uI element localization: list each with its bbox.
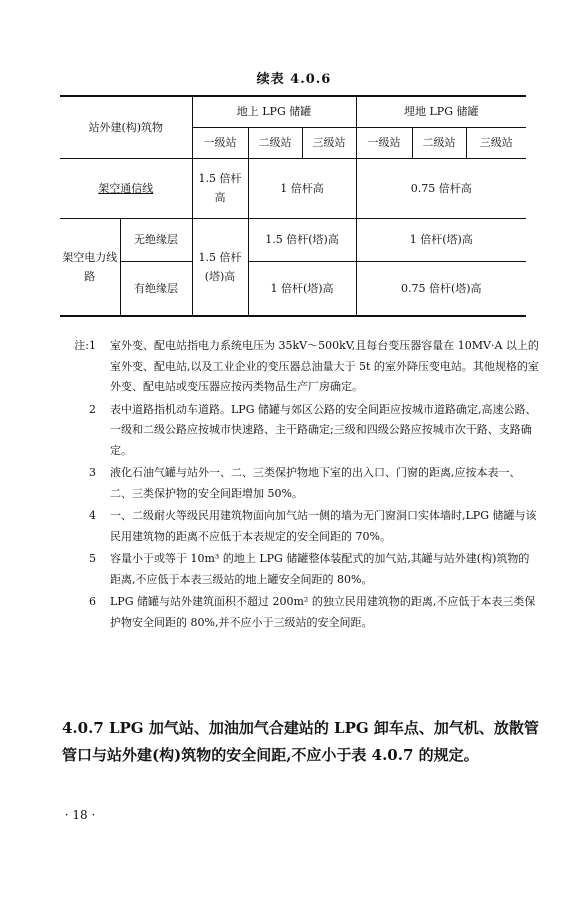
bare-above-g23: 1.5 倍杆(塔)高: [248, 218, 356, 261]
grade3-above: 三级站: [302, 127, 356, 158]
note-number: 6: [89, 595, 96, 608]
comm-above-g23: 1 倍杆高: [248, 158, 356, 218]
grade1-buried: 一级站: [356, 127, 412, 158]
note-number: 3: [89, 466, 96, 479]
grade2-above: 二级站: [248, 127, 302, 158]
note-text: 液化石油气罐与站外一、二、三类保护物地下室的出入口、门窗的距离,应按本表一、二、三类保护物的安全间距增加 50%。: [110, 466, 521, 500]
power-above-g1: 1.5 倍杆(塔)高: [192, 218, 248, 316]
note-item: [70, 506, 540, 547]
note-item: [70, 463, 540, 504]
row-comm-label: 架空通信线: [60, 158, 192, 218]
table-caption: 续表 4.0.6: [256, 72, 332, 87]
note-text: 一、二级耐火等级民用建筑物面向加气站一侧的墙为无门窗洞口实体墙时,LPG 储罐与该民用建筑物的距离不应低于本表规定的安全间距的 70%。: [110, 509, 537, 543]
row-power-insul: 有绝缘层: [120, 261, 192, 316]
row-power-label: 架空电力线路: [60, 218, 120, 316]
row-power-bare: 无绝缘层: [120, 218, 192, 261]
note-text: 表中道路指机动车道路。LPG 储罐与郊区公路的安全间距应按城市道路确定,高速公路、一级和二级公路应按城市快速路、主干路确定;三级和四级公路应按城市次干路、支路确定。: [110, 402, 537, 457]
clause-4-0-7: 4.0.7 LPG 加气站、加油加气合建站的 LPG 卸车点、加气机、放散管管口与站外建(构)筑物的安全间距,不应小于表 4.0.7 的规定。: [62, 719, 539, 764]
safety-distance-table: [60, 95, 526, 317]
notes-prefix: 注:: [74, 339, 89, 352]
page-number: · 18 ·: [64, 808, 96, 822]
note-item: [70, 549, 540, 590]
insul-buried: 0.75 倍杆(塔)高: [356, 261, 526, 316]
grade1-above: 一级站: [192, 127, 248, 158]
note-number: 4: [89, 509, 96, 522]
note-text: 容量小于或等于 10m³ 的地上 LPG 储罐整体装配式的加气站,其罐与站外建(构)筑物的距离,不应低于本表三级站的地上罐安全间距的 80%。: [110, 552, 530, 586]
note-item: [70, 400, 540, 462]
note-number: 2: [89, 402, 96, 416]
note-text: 室外变、配电站指电力系统电压为 35kV～500kV,且每台变压器容量在 10MV·A 以上的室外变、配电站,以及工业企业的变压器总油量大于 5t 的室外降压变电站。其他规格的室外变、配电站或变压器应按丙类物品生产厂房确定。: [110, 339, 539, 393]
facility-header: 站外建(构)筑物: [60, 96, 192, 158]
grade2-buried: 二级站: [412, 127, 466, 158]
comm-above-g1: 1.5 倍杆高: [192, 158, 248, 218]
note-item: [70, 336, 540, 398]
grade3-buried: 三级站: [466, 127, 526, 158]
group-buried: 埋地 LPG 储罐: [356, 96, 526, 127]
note-number: 5: [89, 552, 96, 565]
note-item: [70, 592, 540, 633]
bare-buried: 1 倍杆(塔)高: [356, 218, 526, 261]
table-notes: [70, 336, 540, 635]
group-above-ground: 地上 LPG 储罐: [192, 96, 356, 127]
insul-above-g23: 1 倍杆(塔)高: [248, 261, 356, 316]
comm-buried: 0.75 倍杆高: [356, 158, 526, 218]
note-text: LPG 储罐与站外建筑面积不超过 200m² 的独立民用建筑物的距离,不应低于本表三类保护物安全间距的 80%,并不应小于三级站的安全间距。: [110, 595, 536, 629]
note-number: 1: [89, 339, 96, 352]
